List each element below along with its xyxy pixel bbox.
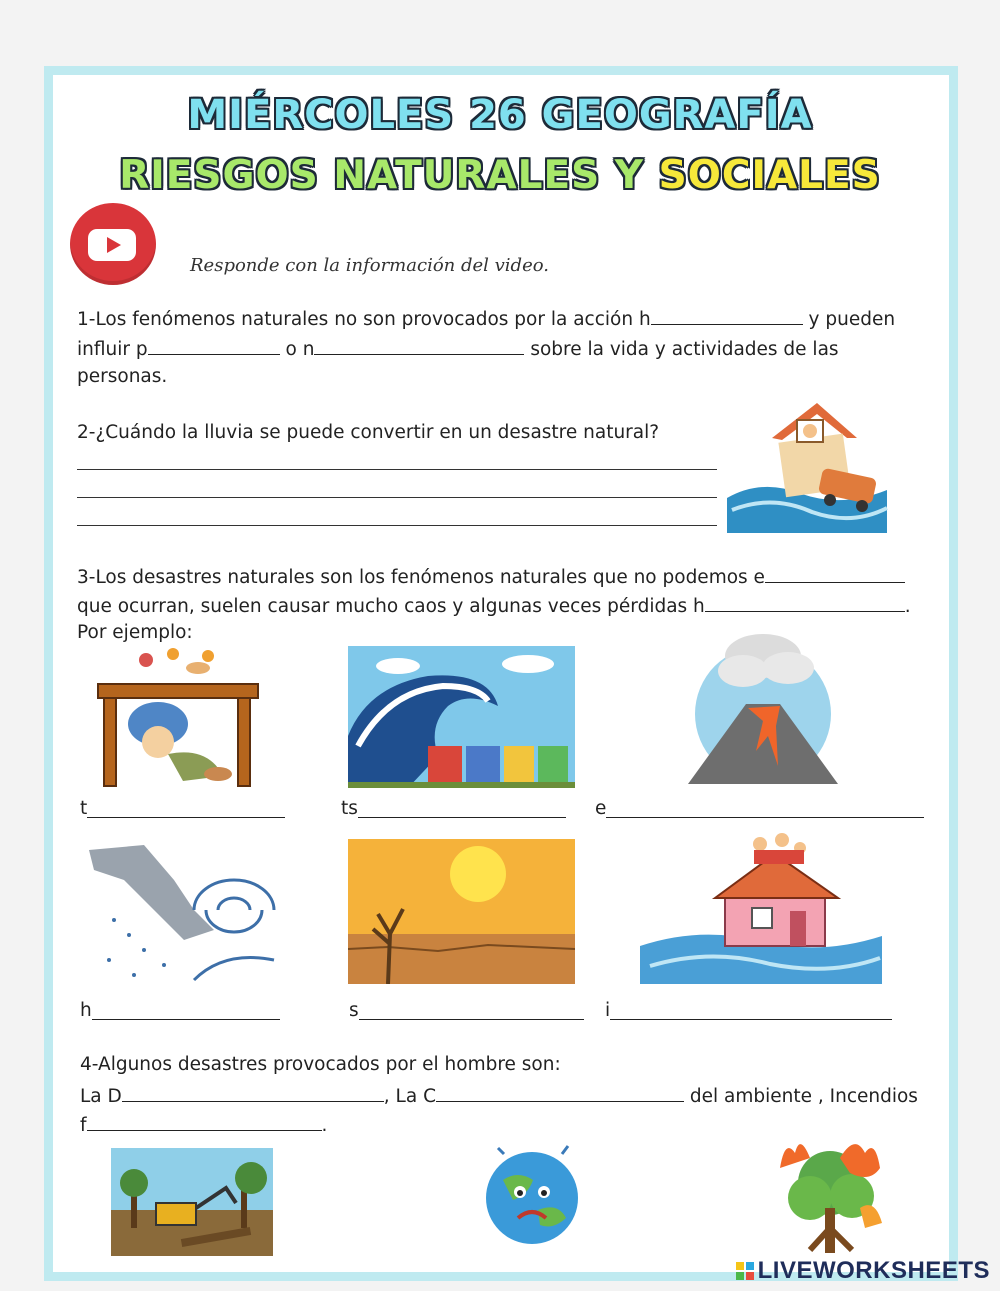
- q3-blank-h[interactable]: [705, 589, 905, 612]
- answer-blank-i[interactable]: [610, 997, 892, 1020]
- label-h: h: [80, 997, 280, 1021]
- label-ts: ts: [341, 795, 566, 819]
- earthquake-illustration: [88, 646, 273, 791]
- q1-blank-p[interactable]: [148, 332, 280, 355]
- volcano-illustration: [688, 626, 838, 784]
- answer-blank-s[interactable]: [359, 997, 584, 1020]
- instruction-text: Responde con la información del video.: [190, 255, 549, 276]
- answer-blank-t[interactable]: [87, 795, 285, 818]
- liveworksheets-icon: [736, 1262, 754, 1280]
- deforestation-illustration: [111, 1148, 273, 1256]
- q4-text-f: f: [80, 1115, 87, 1136]
- q4-blank-d[interactable]: [122, 1079, 384, 1102]
- drought-illustration: [348, 839, 575, 984]
- flood-illustration: [640, 826, 882, 984]
- q4-blank-c[interactable]: [436, 1079, 684, 1102]
- q2-answer-line-3[interactable]: [77, 525, 717, 526]
- forest-fire-illustration: [770, 1128, 888, 1253]
- answer-blank-e[interactable]: [606, 795, 924, 818]
- answer-blank-ts[interactable]: [358, 795, 566, 818]
- q4-text-d: La D: [80, 1086, 122, 1107]
- q2-text: 2-¿Cuándo la lluvia se puede convertir en un desastre natural?: [77, 422, 660, 443]
- q1-line2: [77, 332, 839, 365]
- polluted-earth-illustration: [478, 1140, 586, 1248]
- label-i: i: [605, 997, 892, 1021]
- q1-text-5: sobre la vida y actividades de las: [524, 339, 839, 360]
- q4-heading: 4-Algunos desastres provocados por el hombre son:: [80, 1054, 561, 1075]
- label-t: t: [80, 795, 285, 819]
- flood-house-illustration: [722, 398, 892, 533]
- subtitle-part-b: SOCIALES: [658, 153, 881, 198]
- q4-text-c: , La C: [383, 1086, 436, 1107]
- hurricane-illustration: [84, 840, 312, 985]
- page-title: MIÉRCOLES 26 GEOGRAFÍA: [187, 92, 813, 138]
- answer-blank-h[interactable]: [92, 997, 280, 1020]
- subtitle-part-a: RIESGOS NATURALES Y: [119, 153, 659, 198]
- youtube-play-button[interactable]: [70, 203, 156, 285]
- play-icon: [88, 229, 136, 261]
- q1-blank-n[interactable]: [314, 332, 524, 355]
- liveworksheets-text: LIVEWORKSHEETS: [757, 1257, 990, 1284]
- q3-line2: [77, 589, 911, 622]
- liveworksheets-logo: [736, 1257, 990, 1285]
- q1-line1: [77, 302, 895, 335]
- label-e: e: [595, 795, 924, 819]
- q4-line3: [80, 1108, 327, 1141]
- q3-text-3: .: [904, 596, 911, 617]
- label-s: s: [349, 997, 584, 1021]
- q1-text-4: o n: [279, 339, 315, 360]
- q1-text-2: y pueden: [802, 309, 896, 330]
- q4-text-end: .: [321, 1115, 328, 1136]
- tsunami-illustration: [348, 646, 575, 788]
- q2-answer-line-2[interactable]: [77, 497, 717, 498]
- q1-blank-h[interactable]: [651, 302, 803, 325]
- q3-text-1: 3-Los desastres naturales son los fenómenos naturales que no podemos e: [77, 567, 765, 588]
- q3-blank-e[interactable]: [765, 560, 905, 583]
- q4-text-ambiente: del ambiente , Incendios: [683, 1086, 918, 1107]
- q3-text-2: que ocurran, suelen causar mucho caos y algunas veces pérdidas h: [77, 596, 705, 617]
- q1-line3: personas.: [77, 366, 168, 387]
- q4-blank-f[interactable]: [87, 1108, 322, 1131]
- page-subtitle: [0, 153, 1000, 198]
- q3-line3: Por ejemplo:: [77, 622, 193, 643]
- q2-answer-line-1[interactable]: [77, 469, 717, 470]
- q1-text-1: 1-Los fenómenos naturales no son provocados por la acción h: [77, 309, 651, 330]
- q1-text-3: influir p: [77, 339, 148, 360]
